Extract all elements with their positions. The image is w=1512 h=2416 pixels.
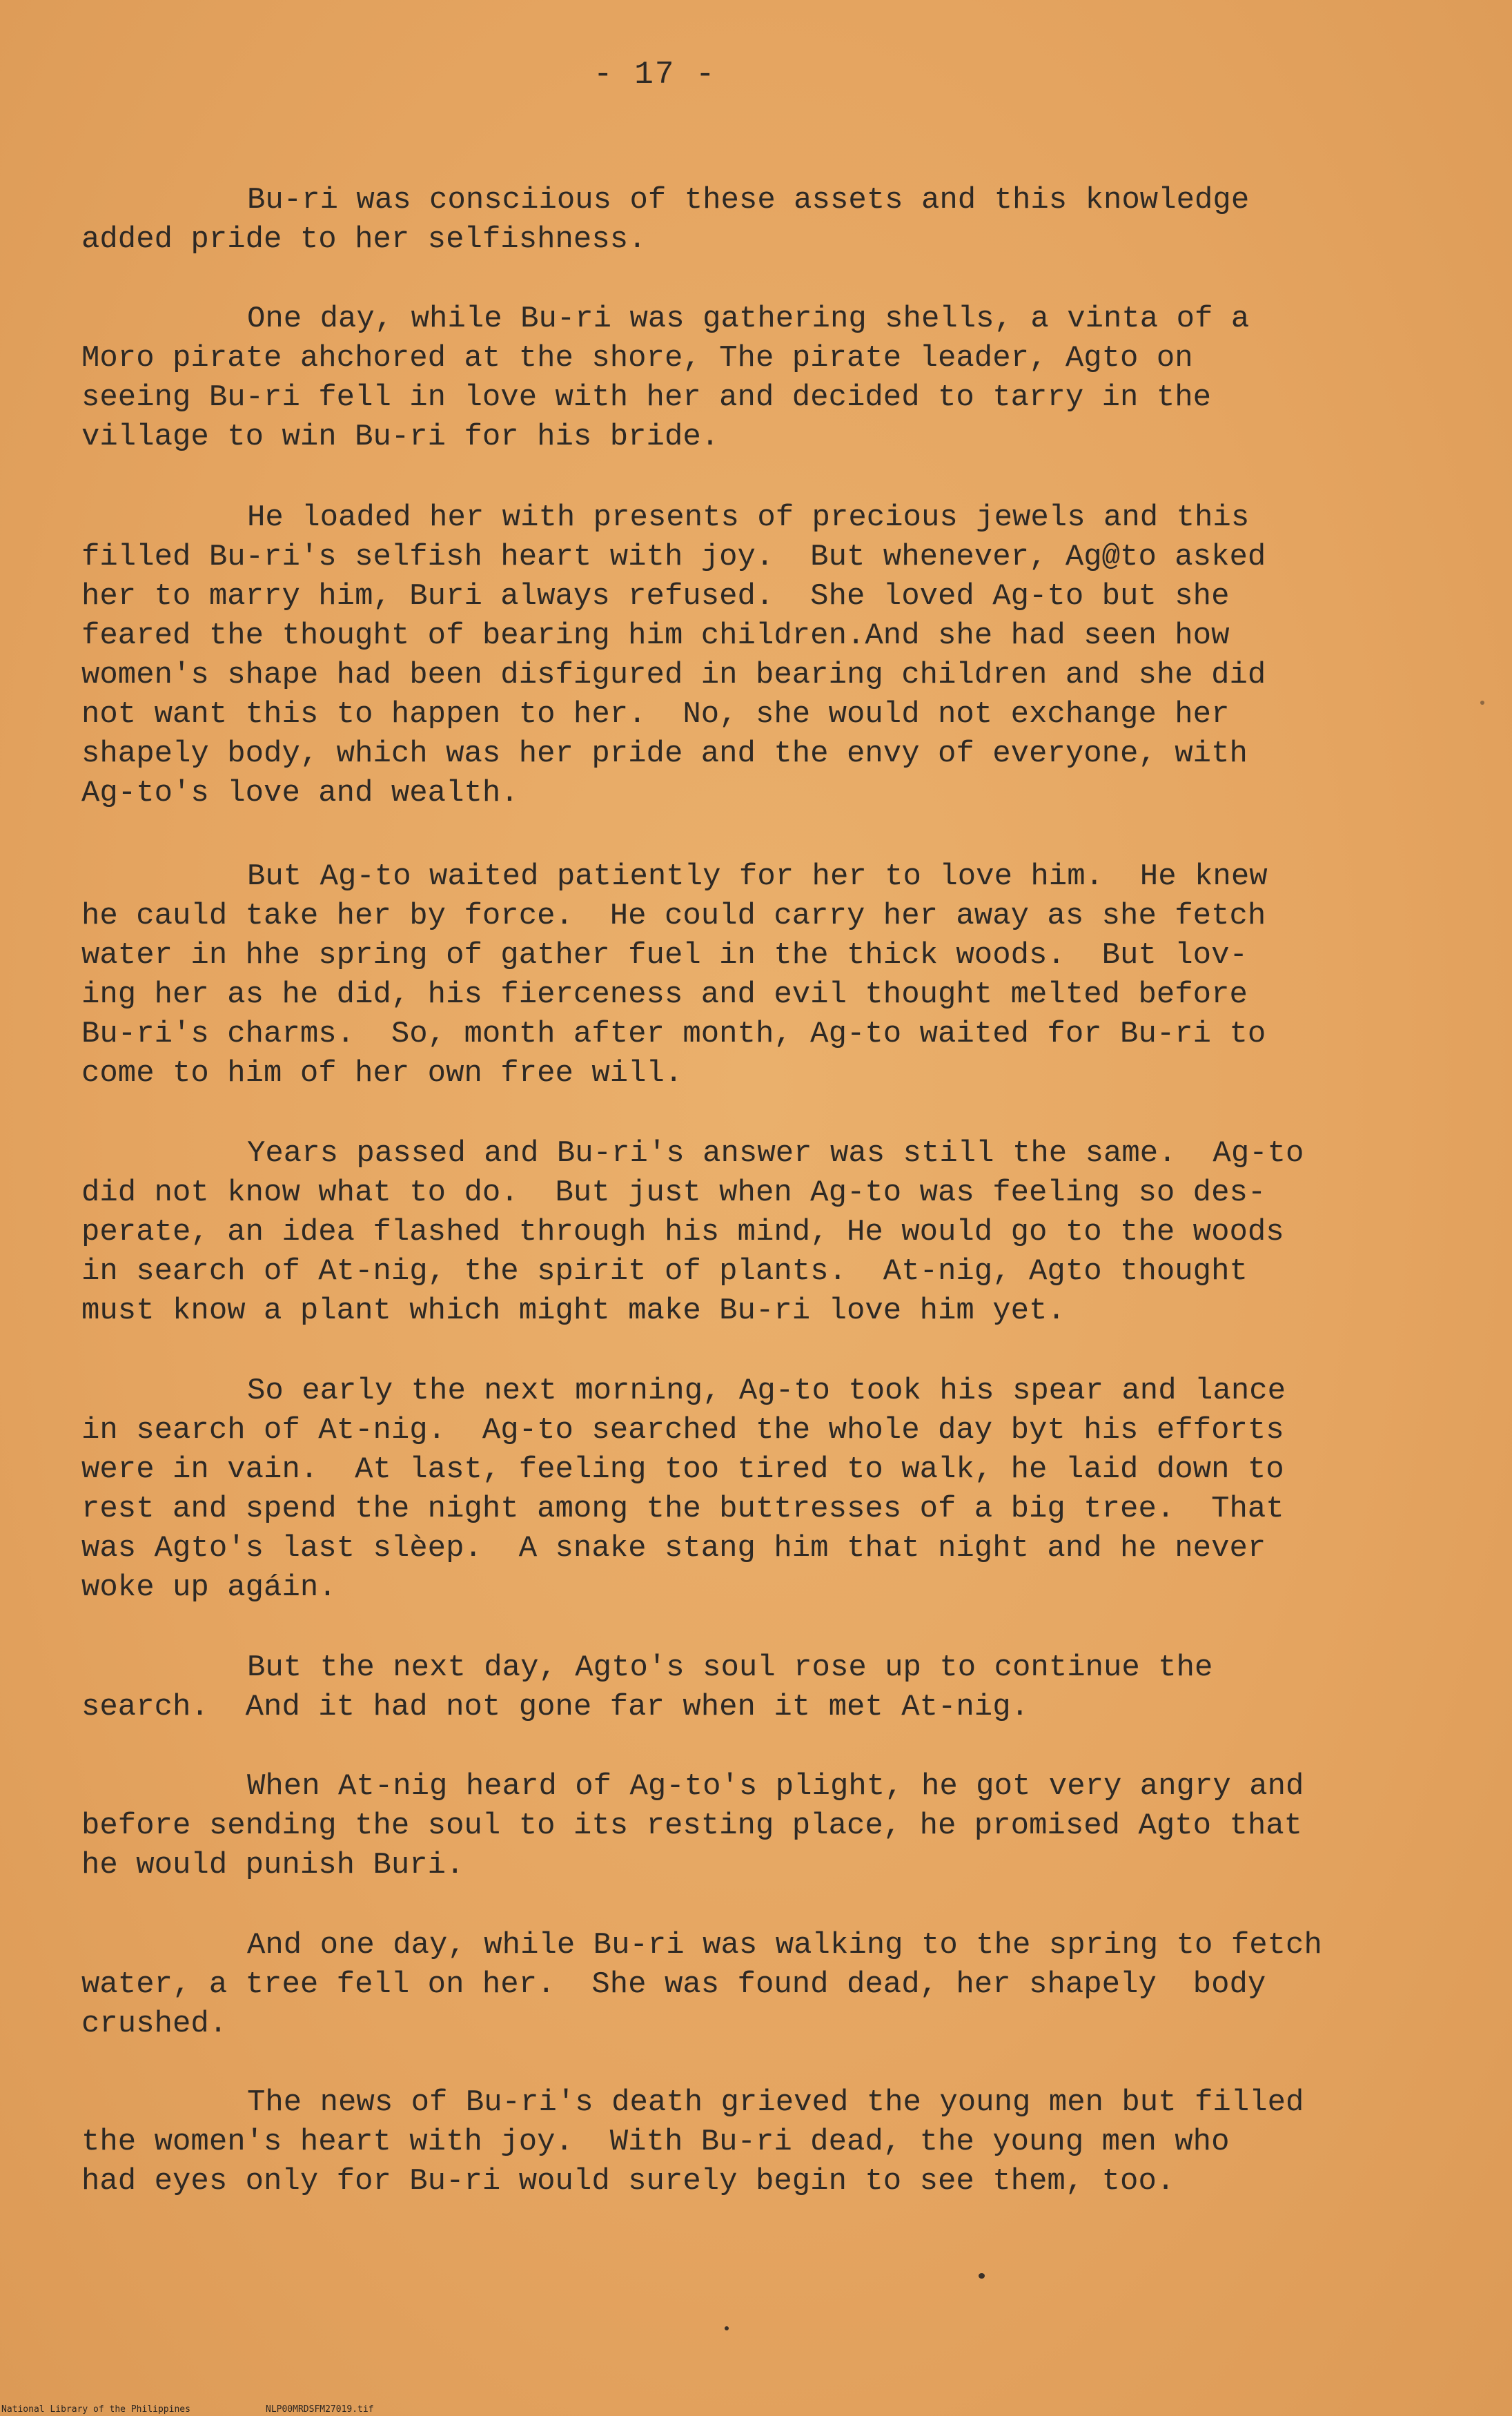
text-line: must know a plant which might make Bu-ri love him yet.: [81, 1294, 1066, 1328]
text-line: And one day, while Bu-ri was walking to the spring to fetch: [247, 1928, 1322, 1962]
text-line: When At-nig heard of Ag-to's plight, he got very angry and: [247, 1769, 1304, 1804]
paragraph-6: [81, 1372, 1448, 1608]
text-line: the women's heart with joy. With Bu-ri dead, the young men who: [81, 2125, 1230, 2159]
text-line: village to win Bu-ri for his bride.: [81, 420, 720, 454]
page-number: - 17 -: [593, 57, 716, 92]
text-line: Ag-to's love and wealth.: [81, 776, 519, 810]
paper-speck: [725, 2326, 729, 2330]
text-line: he would punish Buri.: [81, 1848, 464, 1882]
text-line: filled Bu-ri's selfish heart with joy. But whenever, Ag@to asked: [81, 540, 1266, 574]
text-line: were in vain. At last, feeling too tired to walk, he laid down to: [81, 1452, 1284, 1487]
text-line: crushed.: [81, 2007, 228, 2041]
text-line: ing her as he did, his fierceness and evil thought melted before: [81, 977, 1248, 1012]
text-line: he cauld take her by force. He could carry her away as she fetch: [81, 899, 1266, 933]
text-line: feared the thought of bearing him children.And she had seen how: [81, 618, 1230, 653]
text-line: women's shape had been disfigured in bearing children and she did: [81, 658, 1266, 692]
text-line: rest and spend the night among the buttresses of a big tree. That: [81, 1492, 1284, 1526]
paper-speck: [979, 2273, 985, 2279]
paragraph-3: [81, 498, 1448, 813]
paragraph-2: [81, 300, 1448, 457]
text-line: water in hhe spring of gather fuel in the thick woods. But lov-: [81, 938, 1248, 973]
text-line: in search of At-nig, the spirit of plants. At-nig, Agto thought: [81, 1254, 1248, 1289]
text-line: perate, an idea flashed through his mind, He would go to the woods: [81, 1215, 1284, 1249]
paragraph-1: [81, 181, 1448, 260]
text-line: Bu-ri was consciious of these assets and this knowledge: [247, 183, 1250, 217]
text-line: But the next day, Agto's soul rose up to continue the: [247, 1650, 1213, 1685]
text-line: in search of At-nig. Ag-to searched the whole day byt his efforts: [81, 1413, 1284, 1448]
text-line: But Ag-to waited patiently for her to love him. He knew: [247, 859, 1268, 894]
footer-file-id: NLP00MRDSFM27019.tif: [266, 2404, 374, 2415]
text-line: was Agto's last slèep. A snake stang him that night and he never: [81, 1531, 1266, 1566]
text-line: water, a tree fell on her. She was found dead, her shapely body: [81, 1967, 1266, 2002]
text-line: Years passed and Bu-ri's answer was still the same. Ag-to: [247, 1136, 1304, 1171]
text-line: added pride to her selfishness.: [81, 222, 647, 257]
text-line: shapely body, which was her pride and the envy of everyone, with: [81, 737, 1248, 771]
text-line: her to marry him, Buri always refused. She loved Ag-to but she: [81, 579, 1230, 614]
text-line: had eyes only for Bu-ri would surely begin to see them, too.: [81, 2164, 1175, 2199]
text-line: So early the next morning, Ag-to took his spear and lance: [247, 1374, 1286, 1408]
paragraph-7: [81, 1648, 1448, 1727]
paragraph-9: [81, 1926, 1448, 2044]
text-line: before sending the soul to its resting place, he promised Agto that: [81, 1809, 1303, 1843]
paragraph-10: [81, 2083, 1448, 2201]
text-line: The news of Bu-ri's death grieved the young men but filled: [247, 2085, 1304, 2120]
text-line: Moro pirate ahchored at the shore, The pirate leader, Agto on: [81, 341, 1193, 376]
text-line: come to him of her own free will.: [81, 1056, 683, 1091]
paper-speck: [1480, 701, 1484, 705]
text-line: not want this to happen to her. No, she would not exchange her: [81, 697, 1230, 732]
footer-library: National Library of the Philippines: [1, 2404, 190, 2415]
text-line: He loaded her with presents of precious jewels and this: [247, 500, 1250, 535]
text-line: Bu-ri's charms. So, month after month, Ag-to waited for Bu-ri to: [81, 1017, 1266, 1051]
text-line: One day, while Bu-ri was gathering shells, a vinta of a: [247, 302, 1250, 336]
paragraph-5: [81, 1134, 1448, 1331]
paragraph-4: [81, 857, 1448, 1093]
text-line: woke up agáin.: [81, 1570, 337, 1605]
text-line: seeing Bu-ri fell in love with her and decided to tarry in the: [81, 380, 1212, 415]
paragraph-8: [81, 1767, 1448, 1885]
text-line: did not know what to do. But just when Ag-to was feeling so des-: [81, 1176, 1266, 1210]
text-line: search. And it had not gone far when it met At-nig.: [81, 1690, 1030, 1724]
